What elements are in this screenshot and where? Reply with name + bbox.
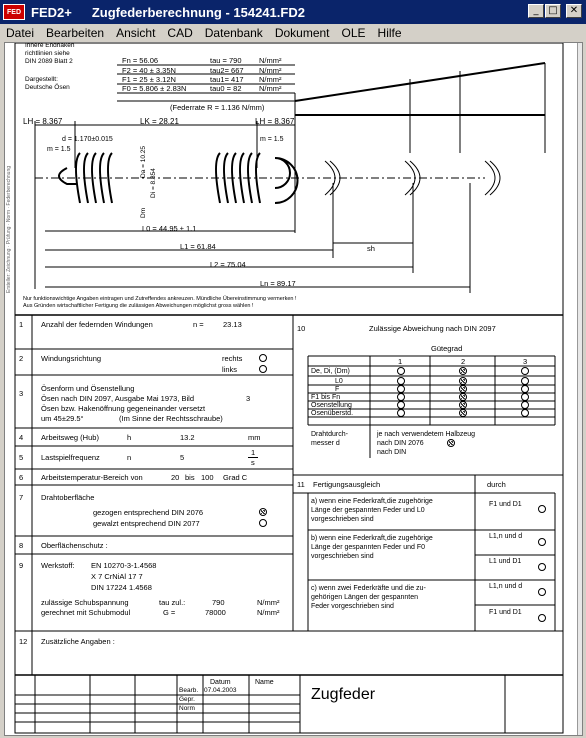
arbeitsweg-unit: mm (248, 433, 261, 442)
abweichung-title: Zulässige Abweichung nach DIN 2097 (369, 324, 496, 333)
dim-m-left: m = 1.5 (47, 146, 71, 153)
tol-row-f1fn: F1 bis Fn (311, 394, 341, 401)
unit-n: N/mm² (259, 56, 282, 65)
tol-oesenstellung-2[interactable] (459, 401, 467, 409)
option-b-line-1: b) wenn eine Federkraft,die zugehörige (311, 535, 433, 542)
din2076-radio[interactable] (447, 439, 455, 447)
windungen-label: Anzahl der federnden Windungen (41, 320, 153, 329)
menu-dokument[interactable]: Dokument (274, 26, 330, 40)
dim-l2: L2 = 75.04 (210, 260, 246, 269)
force-fn: Fn = 56.06 (122, 56, 159, 65)
option-a-choice: F1 und D1 (489, 501, 522, 508)
section-num-12: 12 (19, 637, 28, 646)
titleblock-bearb-date: 07.04.2003 (204, 687, 237, 694)
lastspiel-label: Lastspielfrequenz (41, 453, 100, 462)
fertigungsausgleich-title: Fertigungsausgleich (313, 480, 381, 489)
zusaetzliche-angaben-label: Zusätzliche Angaben : (41, 637, 115, 646)
left-margin-text: Ersteller: Zeichnung · Prüfung · Norm · Federberechnung (6, 165, 12, 293)
din-label: nach DIN (377, 449, 407, 456)
section-num-7: 7 (19, 493, 24, 502)
tau-n: tau = 790 (210, 56, 242, 65)
windungen-value[interactable]: 23.13 (223, 320, 242, 329)
dim-m-right: m = 1.5 (260, 136, 284, 143)
lastspiel-value[interactable]: 5 (180, 453, 185, 462)
tau-zul-value[interactable]: 790 (212, 598, 225, 607)
dim-di: Di = 8.854 (150, 168, 157, 198)
unit-1: N/mm² (259, 75, 282, 84)
option-b-line-2: Länge der gespannten Feder und F0 (311, 544, 426, 551)
rechts-radio[interactable] (259, 354, 267, 362)
unit-0: N/mm² (259, 84, 282, 93)
links-label: links (222, 365, 238, 374)
title-bar (0, 0, 586, 24)
menu-ansicht[interactable]: Ansicht (116, 26, 156, 40)
temperatur-bis: bis (185, 473, 195, 482)
dim-dm: Dm (140, 207, 147, 218)
tau-1: tau1= 417 (210, 75, 244, 84)
titleblock-bearb: Bearb. (179, 687, 199, 694)
oesen-versetzt: Ösen bzw. Hakenöffnung gegeneinander versetzt (41, 404, 206, 413)
dim-ln: Ln = 89.17 (260, 279, 296, 288)
tol-oesenstellung-3[interactable] (521, 401, 529, 409)
guetegrad-label: Gütegrad (431, 344, 463, 353)
tol-oesenueberstd-3[interactable] (521, 409, 529, 417)
menu-datenbank[interactable]: Datenbank (204, 26, 263, 40)
menu-bearbeiten[interactable]: Bearbeiten (46, 26, 105, 40)
option-b-radio-1[interactable] (538, 538, 546, 546)
option-c-line-3: Feder vorgeschrieben sind (311, 603, 394, 610)
tol-f1fn-3[interactable] (521, 393, 529, 401)
titleblock-name: Name (255, 679, 274, 686)
window-title: Zugfederberechnung - 154241.FD2 (91, 4, 305, 20)
gezogen-label: gezogen entsprechend DIN 2076 (93, 508, 204, 517)
tol-row-oesenueberstd: Ösenüberstd. (311, 410, 354, 417)
tol-f1fn-2[interactable] (459, 393, 467, 401)
close-button[interactable]: ✕ (566, 4, 582, 18)
menu-datei[interactable]: Datei (6, 26, 35, 40)
schubmodul-unit: N/mm² (257, 608, 280, 617)
halbzeug-note: je nach verwendetem Halbzeug (377, 431, 476, 438)
option-a-line-1: a) wenn eine Federkraft,die zugehörige (311, 498, 433, 505)
force-f0: F0 = 5.806 ± 2.83N (122, 84, 187, 93)
tol-oesenstellung-1[interactable] (397, 401, 405, 409)
tol-oesenueberstd-2[interactable] (459, 409, 467, 417)
option-c-choice-2: F1 und D1 (489, 609, 522, 616)
section-num-11: 11 (297, 480, 305, 489)
oesen-winkel: um 45±29.5° (41, 414, 84, 423)
schubmodul-label: gerechnet mit Schubmodul (41, 608, 131, 617)
section-num-10: 10 (297, 324, 306, 333)
note-line-3: DIN 2089 Blatt 2 (25, 58, 73, 65)
option-c-line-2: gehörigen Längen der gespannten (311, 594, 419, 601)
tol-f-2[interactable] (459, 385, 467, 393)
section-num-9: 9 (19, 561, 24, 570)
tol-de-2[interactable] (459, 367, 467, 375)
option-c-radio-2[interactable] (538, 614, 546, 622)
section-num-2: 2 (19, 354, 24, 363)
rechtsschraube-note: (Im Sinne der Rechtsschraube) (119, 414, 223, 423)
note-line-1: Innere Endhaken (25, 42, 75, 49)
menu-hilfe[interactable]: Hilfe (377, 26, 402, 40)
section-num-8: 8 (19, 541, 24, 550)
din2076-label: nach DIN 2076 (377, 440, 424, 447)
dim-l0: L0 = 44.95 ± 1.1 (142, 224, 197, 233)
dim-l1: L1 = 61.84 (180, 242, 216, 251)
dim-lk: LK = 28.21 (140, 117, 179, 126)
option-c-radio-1[interactable] (538, 588, 546, 596)
menu-ole[interactable]: OLE (341, 26, 366, 40)
lastspiel-symbol: n (127, 453, 132, 462)
note-line-4: Dargestellt: (25, 76, 58, 83)
guetegrad-col-1: 1 (398, 357, 403, 366)
force-f1: F1 = 25 ± 3.12N (122, 75, 176, 84)
drawing-title: Zugfeder (311, 686, 376, 703)
tol-row-f: F (335, 386, 340, 393)
note-line-2: richtlinien siehe (25, 50, 70, 57)
dim-lh-right: LH = 8.367 (255, 117, 295, 126)
tol-f-3[interactable] (521, 385, 529, 393)
tol-row-de: De, Di, (Dm) (311, 368, 350, 375)
oesenform-title: Ösenform und Ösenstellung (41, 384, 135, 393)
temperatur-label: Arbeitstemperatur-Bereich von (41, 473, 143, 482)
temperatur-unit: Grad C (223, 473, 248, 482)
werkstoff-1: EN 10270-3-1.4568 (91, 561, 157, 570)
temperatur-to[interactable]: 100 (201, 473, 214, 482)
dim-da: Da = 10.25 (140, 146, 147, 178)
drahtoberflaeche-label: Drahtoberfläche (41, 493, 95, 502)
option-b-choice-1: L1,n und d (489, 533, 523, 540)
section-num-1: 1 (19, 320, 24, 329)
footnote-1: Nur funktionswichtige Angaben eintragen und Zutreffendes ankreuzen. Mündliche Übereinstimmung vermerken ! (23, 296, 297, 302)
tau-zul-symbol: tau zul.: (159, 598, 186, 607)
note-line-5: Deutsche Ösen (25, 84, 70, 91)
force-f2: F2 = 40 ± 3.35N (122, 66, 176, 75)
vertical-scrollbar[interactable] (577, 43, 583, 736)
tol-l0-3[interactable] (521, 377, 529, 385)
tol-de-1[interactable] (397, 367, 405, 375)
oesen-din: Ösen nach DIN 2097, Ausgabe Mai 1973, Bild (41, 394, 195, 403)
windungsrichtung-label: Windungsrichtung (41, 354, 102, 363)
tol-de-3[interactable] (521, 367, 529, 375)
schubmodul-value[interactable]: 78000 (205, 608, 226, 617)
section-num-6: 6 (19, 473, 24, 482)
arbeitsweg-label: Arbeitsweg (Hub) (41, 433, 99, 442)
option-c-choice-1: L1,n und d (489, 583, 523, 590)
option-a-line-2: Länge der gespannten Feder und L0 (311, 507, 425, 514)
section-num-4: 4 (19, 433, 24, 442)
guetegrad-col-2: 2 (461, 357, 466, 366)
gewalzt-label: gewalzt entsprechend DIN 2077 (93, 519, 200, 528)
menu-bar (0, 24, 586, 42)
option-b-choice-2: L1 und D1 (489, 558, 522, 565)
option-c-line-1: c) wenn zwei Federkräfte und die zu- (311, 585, 426, 592)
temperatur-from[interactable]: 20 (171, 473, 180, 482)
bild-value[interactable]: 3 (246, 394, 251, 403)
drawing-sheet[interactable] (4, 42, 583, 736)
app-name: FED2+ (31, 4, 72, 20)
section-num-5: 5 (19, 453, 24, 462)
drahtdurch-label: Drahtdurch- (311, 431, 348, 438)
werkstoff-3: DIN 17224 1.4568 (91, 583, 152, 592)
arbeitsweg-value[interactable]: 13.2 (180, 433, 195, 442)
minimize-button[interactable]: _ (528, 4, 544, 18)
tol-row-l0: L0 (335, 378, 343, 385)
option-b-line-3: vorgeschrieben sind (311, 553, 374, 560)
tau-0: tau0 = 82 (210, 84, 242, 93)
schubmodul-symbol: G = (163, 608, 176, 617)
tau-2: tau2= 667 (210, 66, 244, 75)
dim-lh-left: LH = 8.367 (23, 117, 63, 126)
rechts-label: rechts (222, 354, 243, 363)
messer-label: messer d (311, 440, 340, 447)
section-num-3: 3 (19, 389, 24, 398)
links-radio[interactable] (259, 365, 267, 373)
dim-d: d = 1.170±0.015 (62, 136, 113, 143)
titleblock-gepr: Gepr. (179, 696, 195, 703)
dim-sh: sh (367, 244, 375, 253)
option-b-radio-2[interactable] (538, 563, 546, 571)
maximize-button[interactable]: □ (545, 4, 561, 18)
titleblock-datum: Datum (210, 679, 231, 686)
schubspannung-label: zulässige Schubspannung (41, 598, 129, 607)
windungen-symbol: n = (193, 320, 204, 329)
tau-zul-unit: N/mm² (257, 598, 280, 607)
gezogen-radio[interactable] (259, 508, 267, 516)
arbeitsweg-symbol: h (127, 433, 132, 442)
oberflaechenschutz-label: Oberflächenschutz : (41, 541, 108, 550)
menu-cad[interactable]: CAD (167, 26, 193, 40)
werkstoff-label: Werkstoff: (41, 561, 75, 570)
titleblock-norm: Norm (179, 705, 195, 712)
spring-rate: (Federrate R = 1.136 N/mm) (170, 103, 265, 112)
tol-l0-2[interactable] (459, 377, 467, 385)
footnote-2: Aus Gründen wirtschaftlicher Fertigung die zulässigen Abweichungen möglichst gross wählen ! (23, 303, 254, 309)
lastspiel-unit-top: 1 (251, 448, 256, 457)
option-a-radio[interactable] (538, 505, 546, 513)
unit-2: N/mm² (259, 66, 282, 75)
tol-f-1[interactable] (397, 385, 405, 393)
werkstoff-2: X 7 CrNiAl 17 7 (91, 572, 143, 581)
tol-l0-1[interactable] (397, 377, 405, 385)
tol-oesenueberstd-1[interactable] (397, 409, 405, 417)
guetegrad-col-3: 3 (523, 357, 528, 366)
tol-row-oesenstellung: Ösenstellung (311, 402, 352, 409)
durch-label: durch (487, 480, 506, 489)
gewalzt-radio[interactable] (259, 519, 267, 527)
lastspiel-unit-bottom: s (251, 458, 255, 467)
app-logo-icon[interactable]: FED (3, 4, 25, 20)
option-a-line-3: vorgeschrieben sind (311, 516, 374, 523)
tol-f1fn-1[interactable] (397, 393, 405, 401)
